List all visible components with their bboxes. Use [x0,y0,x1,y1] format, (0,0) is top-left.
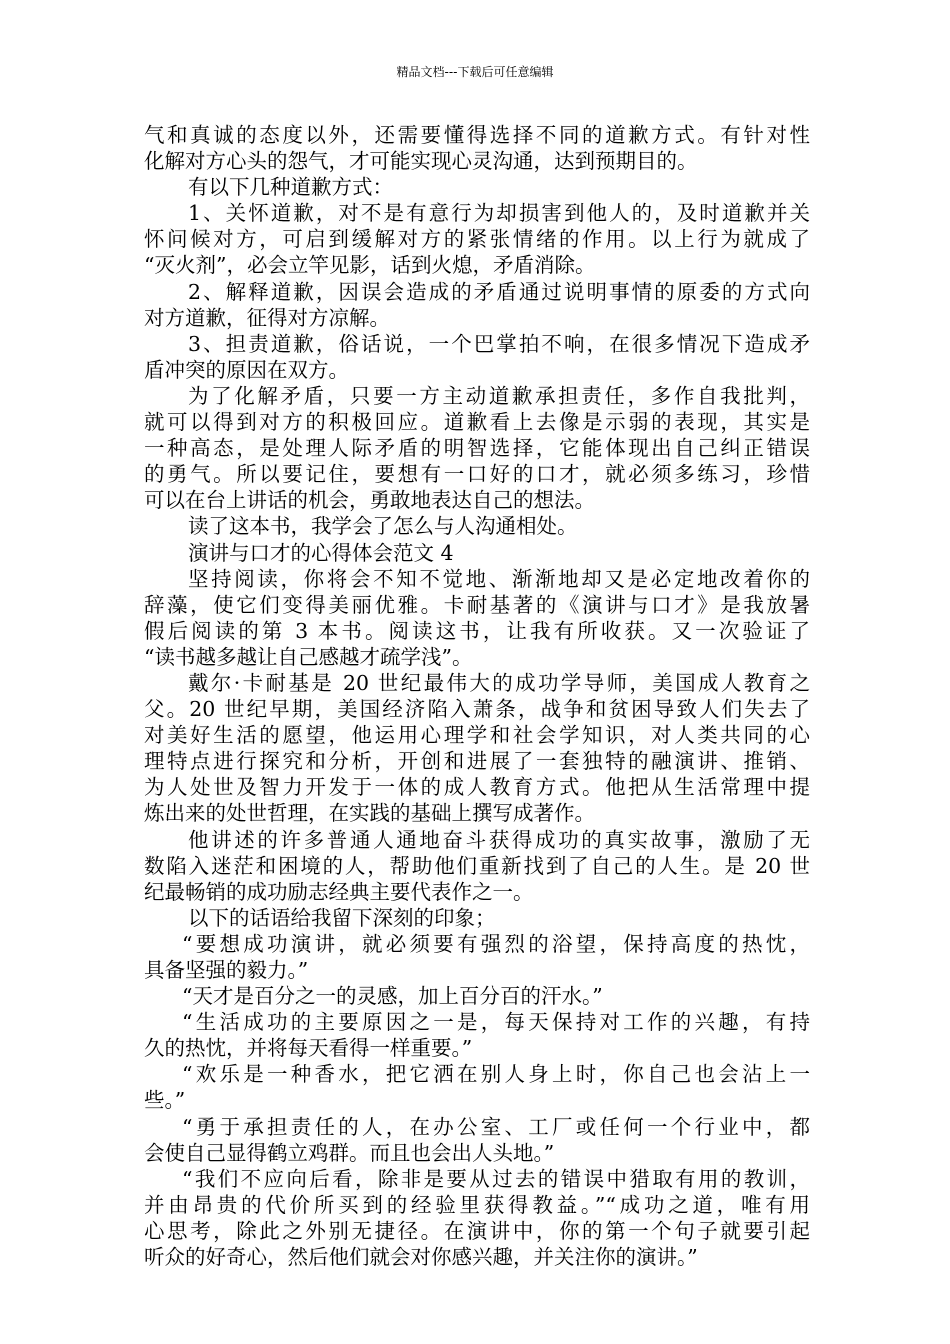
text-line: 坚持阅读，你将会不知不觉地、渐渐地却又是必定地改着你的 [188,566,810,591]
text-line: 化解对方心头的怨气，才可能实现心灵沟通，达到预期目的。 [144,149,698,174]
text-line: “勇于承担责任的人，在办公室、工厂或任何一个行业中，都 [182,1114,810,1139]
text-line: 些。” [144,1088,186,1113]
text-line: 就可以得到对方的积极回应。道歉看上去像是示弱的表现，其实是 [144,410,810,435]
text-line: 为了化解矛盾，只要一方主动道歉承担责任，多作自我批判， [188,383,810,408]
text-line: 2、解释道歉，因误会造成的矛盾通过说明事情的原委的方式向 [188,279,810,304]
text-line: 理特点进行探究和分析，开创和进展了一套独特的融演讲、推销、 [144,749,810,774]
text-line: 会使自己显得鹤立鸡群。而且也会出人头地。” [144,1140,555,1165]
text-line: 具备坚强的毅力。” [144,958,309,982]
text-line: 可以在台上讲话的机会，勇敢地表达自己的想法。 [144,488,595,513]
text-line: “生活成功的主要原因之一是，每天保持对工作的兴趣，有持 [182,1010,810,1035]
text-line: 气和真诚的态度以外，还需要懂得选择不同的道歉方式。有针对性 [144,123,810,147]
text-line: 炼出来的处世哲理，在实践的基础上撰写成著作。 [144,801,595,826]
text-line: 读了这本书，我学会了怎么与人沟通相处。 [188,514,578,539]
text-line: 为人处世及智力开发于一体的成人教育方式。他把从生活常理中提 [144,775,810,800]
text-line: “要想成功演讲，就必须要有强烈的浴望，保持高度的热忱， [182,931,810,956]
text-line: 盾冲突的原因在双方。 [144,357,349,382]
text-line: “我们不应向后看，除非是要从过去的错误中猎取有用的教训， [182,1166,810,1191]
text-line: 数陷入迷茫和困境的人，帮助他们重新找到了自己的人生。是 20 世 [144,853,810,878]
text-line: 一种高态，是处理人际矛盾的明智选择，它能体现出自己纠正错误 [144,436,810,461]
page-header: 精品文档---下载后可任意编辑 [396,65,554,79]
text-line: 对方道歉，征得对方凉解。 [144,305,390,330]
document-body [144,122,810,1270]
text-line: 怀问候对方，可启到缓解对方的紧张情绪的作用。以上行为就成了 [144,227,810,252]
text-line: “天才是百分之一的灵感，加上百分百的汗水。” [182,984,603,1009]
text-line: 的勇气。所以要记住，要想有一口好的口才，就必须多练习，珍惜 [144,462,810,487]
text-line: 他讲述的许多普通人通地奋斗获得成功的真实故事，激励了无 [188,827,810,852]
text-line: 演讲与口才的心得体会范文 4 [188,540,454,565]
text-line: 有以下几种道歉方式： [188,175,393,200]
text-line: 对美好生活的愿望，他运用心理学和社会学知识，对人类共同的心 [144,723,810,748]
text-line: 戴尔·卡耐基是 20 世纪最伟大的成功学导师，美国成人教育之 [188,670,810,695]
text-line: 久的热忱，并将每天看得一样重要。” [144,1036,473,1061]
text-line: 父。20 世纪早期，美国经济陷入萧条，战争和贫困导致人们失去了 [144,697,810,722]
text-line: 假后阅读的第 3 本书。阅读这书，让我有所收获。又一次验证了 [144,618,810,643]
text-line: “欢乐是一种香水，把它洒在别人身上时，你自己也会沾上一 [182,1062,810,1087]
text-line: 1、关怀道歉，对不是有意行为却损害到他人的，及时道歉并关 [188,201,810,226]
text-line: 心思考，除此之外别无捷径。在演讲中，你的第一个句子就要引起 [144,1218,810,1243]
text-line: 3、担责道歉，俗话说，一个巴掌拍不响，在很多情况下造成矛 [188,331,810,356]
text-line: 纪最畅销的成功励志经典主要代表作之一。 [144,879,534,904]
text-line: “读书越多越让自己感越才疏学浅”。 [144,644,473,669]
text-line: 并由昂贵的代价所买到的经验里获得教益。”“成功之道，唯有用 [144,1192,810,1217]
text-line: “灭火剂”，必会立竿见影，话到火熄，矛盾消除。 [144,253,596,278]
text-line: 以下的话语给我留下深刻的印象； [188,905,496,930]
text-line: 听众的好奇心，然后他们就会对你感兴趣，并关注你的演讲。” [144,1245,698,1270]
text-line: 辞藻，使它们变得美丽优雅。卡耐基著的《演讲与口才》是我放暑 [144,592,810,617]
